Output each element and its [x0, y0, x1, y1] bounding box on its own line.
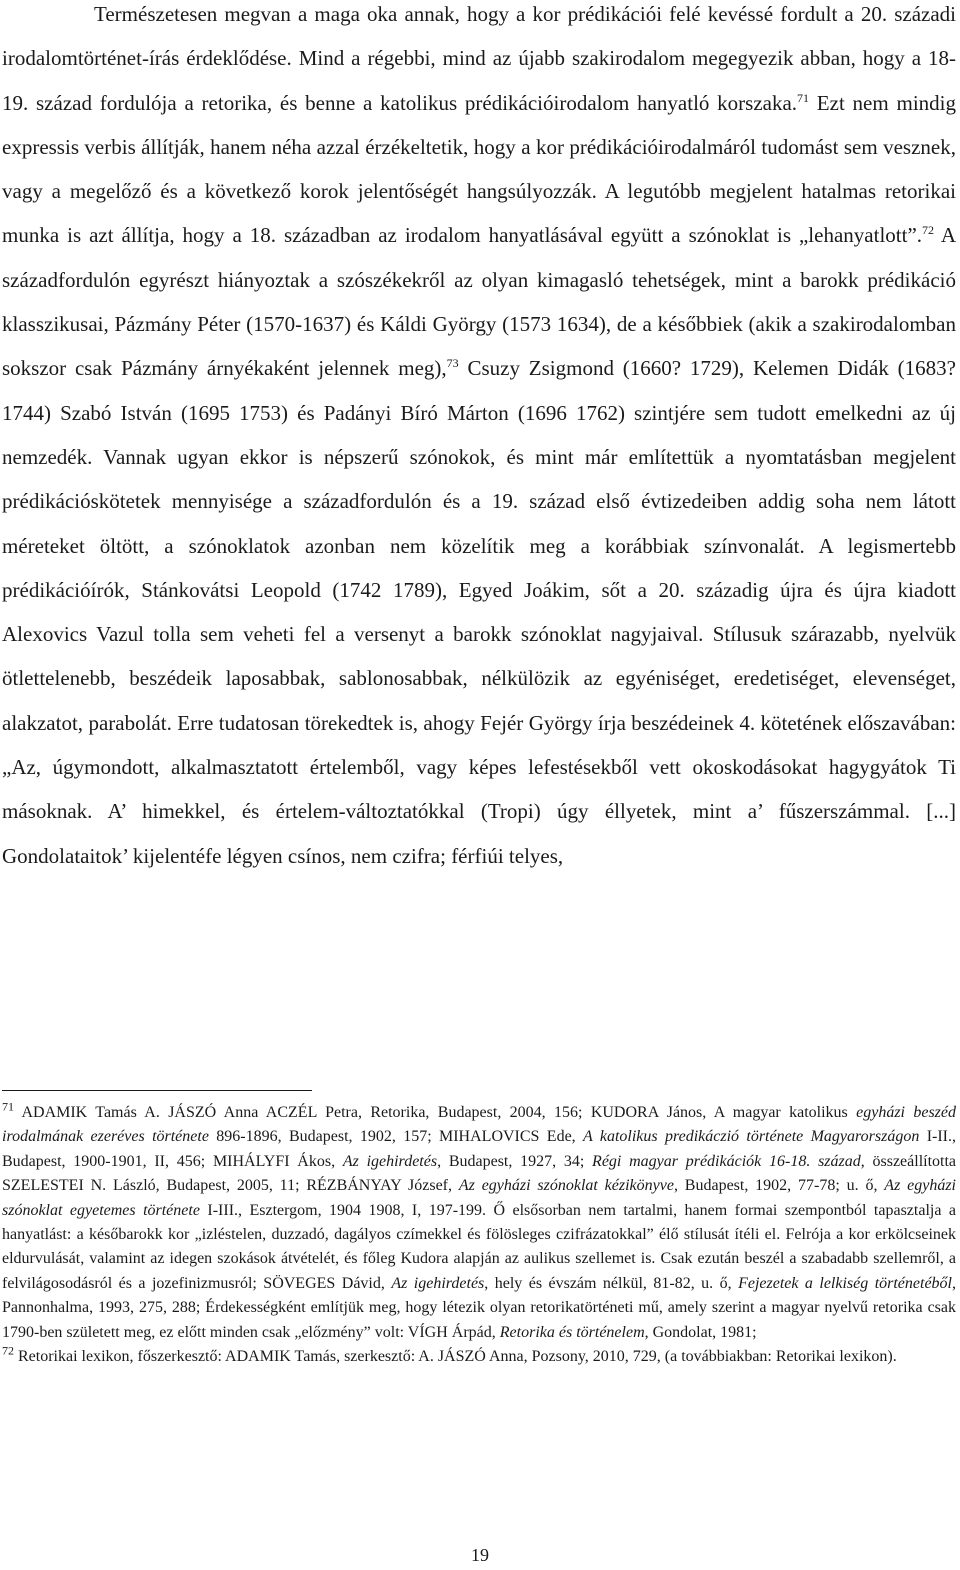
footnote-text-segment: ADAMIK Tamás A. JÁSZÓ Anna ACZÉL Petra, Retorika, Budapest, 2004, 156; KUDORA János, A magyar katolikus [14, 1104, 857, 1121]
footnote-72 [2, 1345, 956, 1369]
footnote-text-segment: , hely és évszám nélkül, 81-82, u. ő, [484, 1274, 739, 1292]
footnote-ref-72[interactable]: 72 [922, 223, 935, 238]
footnote-italic-segment: Az igehirdetés [342, 1152, 438, 1170]
body-text-segment: Ezt nem mindig expressis verbis állítják, hanem néha azzal érzékeltetik, hogy a kor prédikációirodalmáról tudomást sem vesznek, vagy a megelőző és a következő korok jelentőségét hangsúlyozzák. A legutóbb megjelent hatalmas retorikai munka is azt állítja, hogy a 18. században az irodalom hanyatlásával együtt a szónoklat is „lehanyatlott”. [2, 90, 956, 248]
body-text-segment: Csuzy Zsigmond (1660? 1729), Kelemen Didák (1683? 1744) Szabó István (1695 1753) és Padányi Bíró Márton (1696 1762) szintjére sem tudott emelkedni az új nemzedék. Vannak ugyan ekkor is népszerű szónokok, és mint már említettük a nyomtatásban megjelent prédikációskötetek mennyisége a századfordulón és a 19. század első évtizedeiben addig soha nem látott méreteket öltött, a szónoklatok azonban nem közelítik meg a korábbiak színvonalát. A legismertebb prédikációírók, Stánkovátsi Leopold (1742 1789), Egyed Joákim, sőt a 20. századig újra és újra kiadott Alexovics Vazul tolla sem veheti fel a versenyt a barokk szónoklat nagyjaival. Stílusuk szárazabb, nyelvük ötlettelenebb, beszédeik laposabbak, sablonosabbak, nélkülözik az egyéniséget, eredetiséget, elevenséget, alakzatot, parabolát. Erre tudatosan törekedtek is, ahogy Fejér György írja beszédeinek 4. kötetének előszavában: „Az, úgymondott, alkalmasztatott értelemből, vagy képes lefestésekből vett okoskodásokat hagygyátok Ti másoknak. A’ himekkel, és értelem-változtatókkal (Tropi) úgy éllyetek, mint a’ fűszerszámmal. [...] Gondolataitok’ kijelentéfe légyen csínos, nem czifra; férfiúi telyes, [2, 356, 956, 868]
footnotes [2, 1101, 956, 1369]
footnote-separator [2, 1090, 312, 1091]
footnote-ref-71[interactable]: 71 [797, 90, 810, 105]
footnote-italic-segment: Az egyházi szónoklat egyetemes története [2, 1177, 957, 1219]
footnote-text-segment: , Gondolat, 1981; [644, 1323, 757, 1341]
footnote-text-segment: , Budapest, 1902, 77-78; u. ő, [673, 1177, 885, 1195]
footnote-text-segment: , összeállította SZELESTEI N. László, Budapest, 2005, 11; RÉZBÁNYAY József, [2, 1152, 957, 1195]
footnote-italic-segment: Az egyházi szónoklat kézikönyve [458, 1177, 674, 1195]
footnote-italic-segment: A katolikus predikáczió története Magyarországon [583, 1128, 920, 1146]
footnote-ref-73[interactable]: 73 [446, 356, 459, 371]
footnote-text-segment: I-II., Budapest, 1900-1901, II, 456; MIHÁLYFI Ákos, [2, 1128, 957, 1170]
footnote-italic-segment: Fejezetek a lelkiség történetéből [738, 1274, 952, 1292]
footnote-italic-segment: Retorika és történelem [499, 1323, 645, 1341]
page-number: 19 [471, 1545, 489, 1565]
footnote-marker: 72 [2, 1343, 14, 1358]
body-text-segment: Természetesen megvan a maga oka annak, hogy a kor prédikációi felé kevéssé fordult a 20. századi irodalomtörténet-írás érdeklődése. Mind a régebbi, mind az újabb szakirodalom megegyezik abban, hogy a 18-19. század fordulója a retorika, és benne a katolikus prédikációirodalom hanyatló korszaka. [2, 2, 956, 115]
footnote-71 [2, 1101, 956, 1345]
footnote-text-segment: Retorikai lexikon, főszerkesztő: ADAMIK Tamás, szerkesztő: A. JÁSZÓ Anna, Pozsony, 2010, 729, (a továbbiakban: Retorikai lexikon). [14, 1348, 897, 1366]
footnote-italic-segment: Régi magyar prédikációk 16-18. század [592, 1152, 861, 1170]
footnote-italic-segment: egyházi beszéd irodalmának ezeréves története [2, 1104, 957, 1146]
footnote-marker: 71 [2, 1099, 14, 1114]
body-text-segment: A századfordulón egyrészt hiányoztak a szószékekről az olyan kimagasló tehetségek, mint a barokk prédikáció klasszikusai, Pázmány Péter (1570-1637) és Káldi György (1573 1634), de a későbbiek (akik a szakirodalomban sokszor csak Pázmány árnyékaként jelennek meg), [2, 223, 956, 381]
footnote-text-segment: I-III., Esztergom, 1904 1908, I, 197-199. Ő elsősorban nem tartalmi, hanem formai szempontból tapasztalja a hanyatlást: a későbarokk kor „izléstelen, duzzadó, dagályos czímekkel és fölösleges czifrázatokkal” élő stílusát ítéli el. Felrója a kor erkölcseinek eldurvulását, valamint az idegen szokások átvételét, és főleg Kudora alapján az aulikus szellemet is. Csak ezután beszél a szabadabb szellemről, a felvilágosodásról és a jozefinizmusról; SÖVEGES Dávid, [2, 1201, 956, 1292]
body-paragraph [2, 0, 956, 878]
footnote-text-segment: , Budapest, 1927, 34; [437, 1152, 593, 1170]
footnote-text-segment: , Pannonhalma, 1993, 275, 288; Érdekességként említjük meg, hogy létezik olyan retorikatörténeti mű, amely szerint a magyar nyelvű retorika csak 1790-ben született meg, ez előtt minden csak „előzmény” volt: VÍGH Árpád, [2, 1274, 956, 1341]
footnote-text-segment: 896-1896, Budapest, 1902, 157; MIHALOVICS Ede, [208, 1128, 584, 1146]
footnote-italic-segment: Az igehirdetés [391, 1274, 485, 1292]
